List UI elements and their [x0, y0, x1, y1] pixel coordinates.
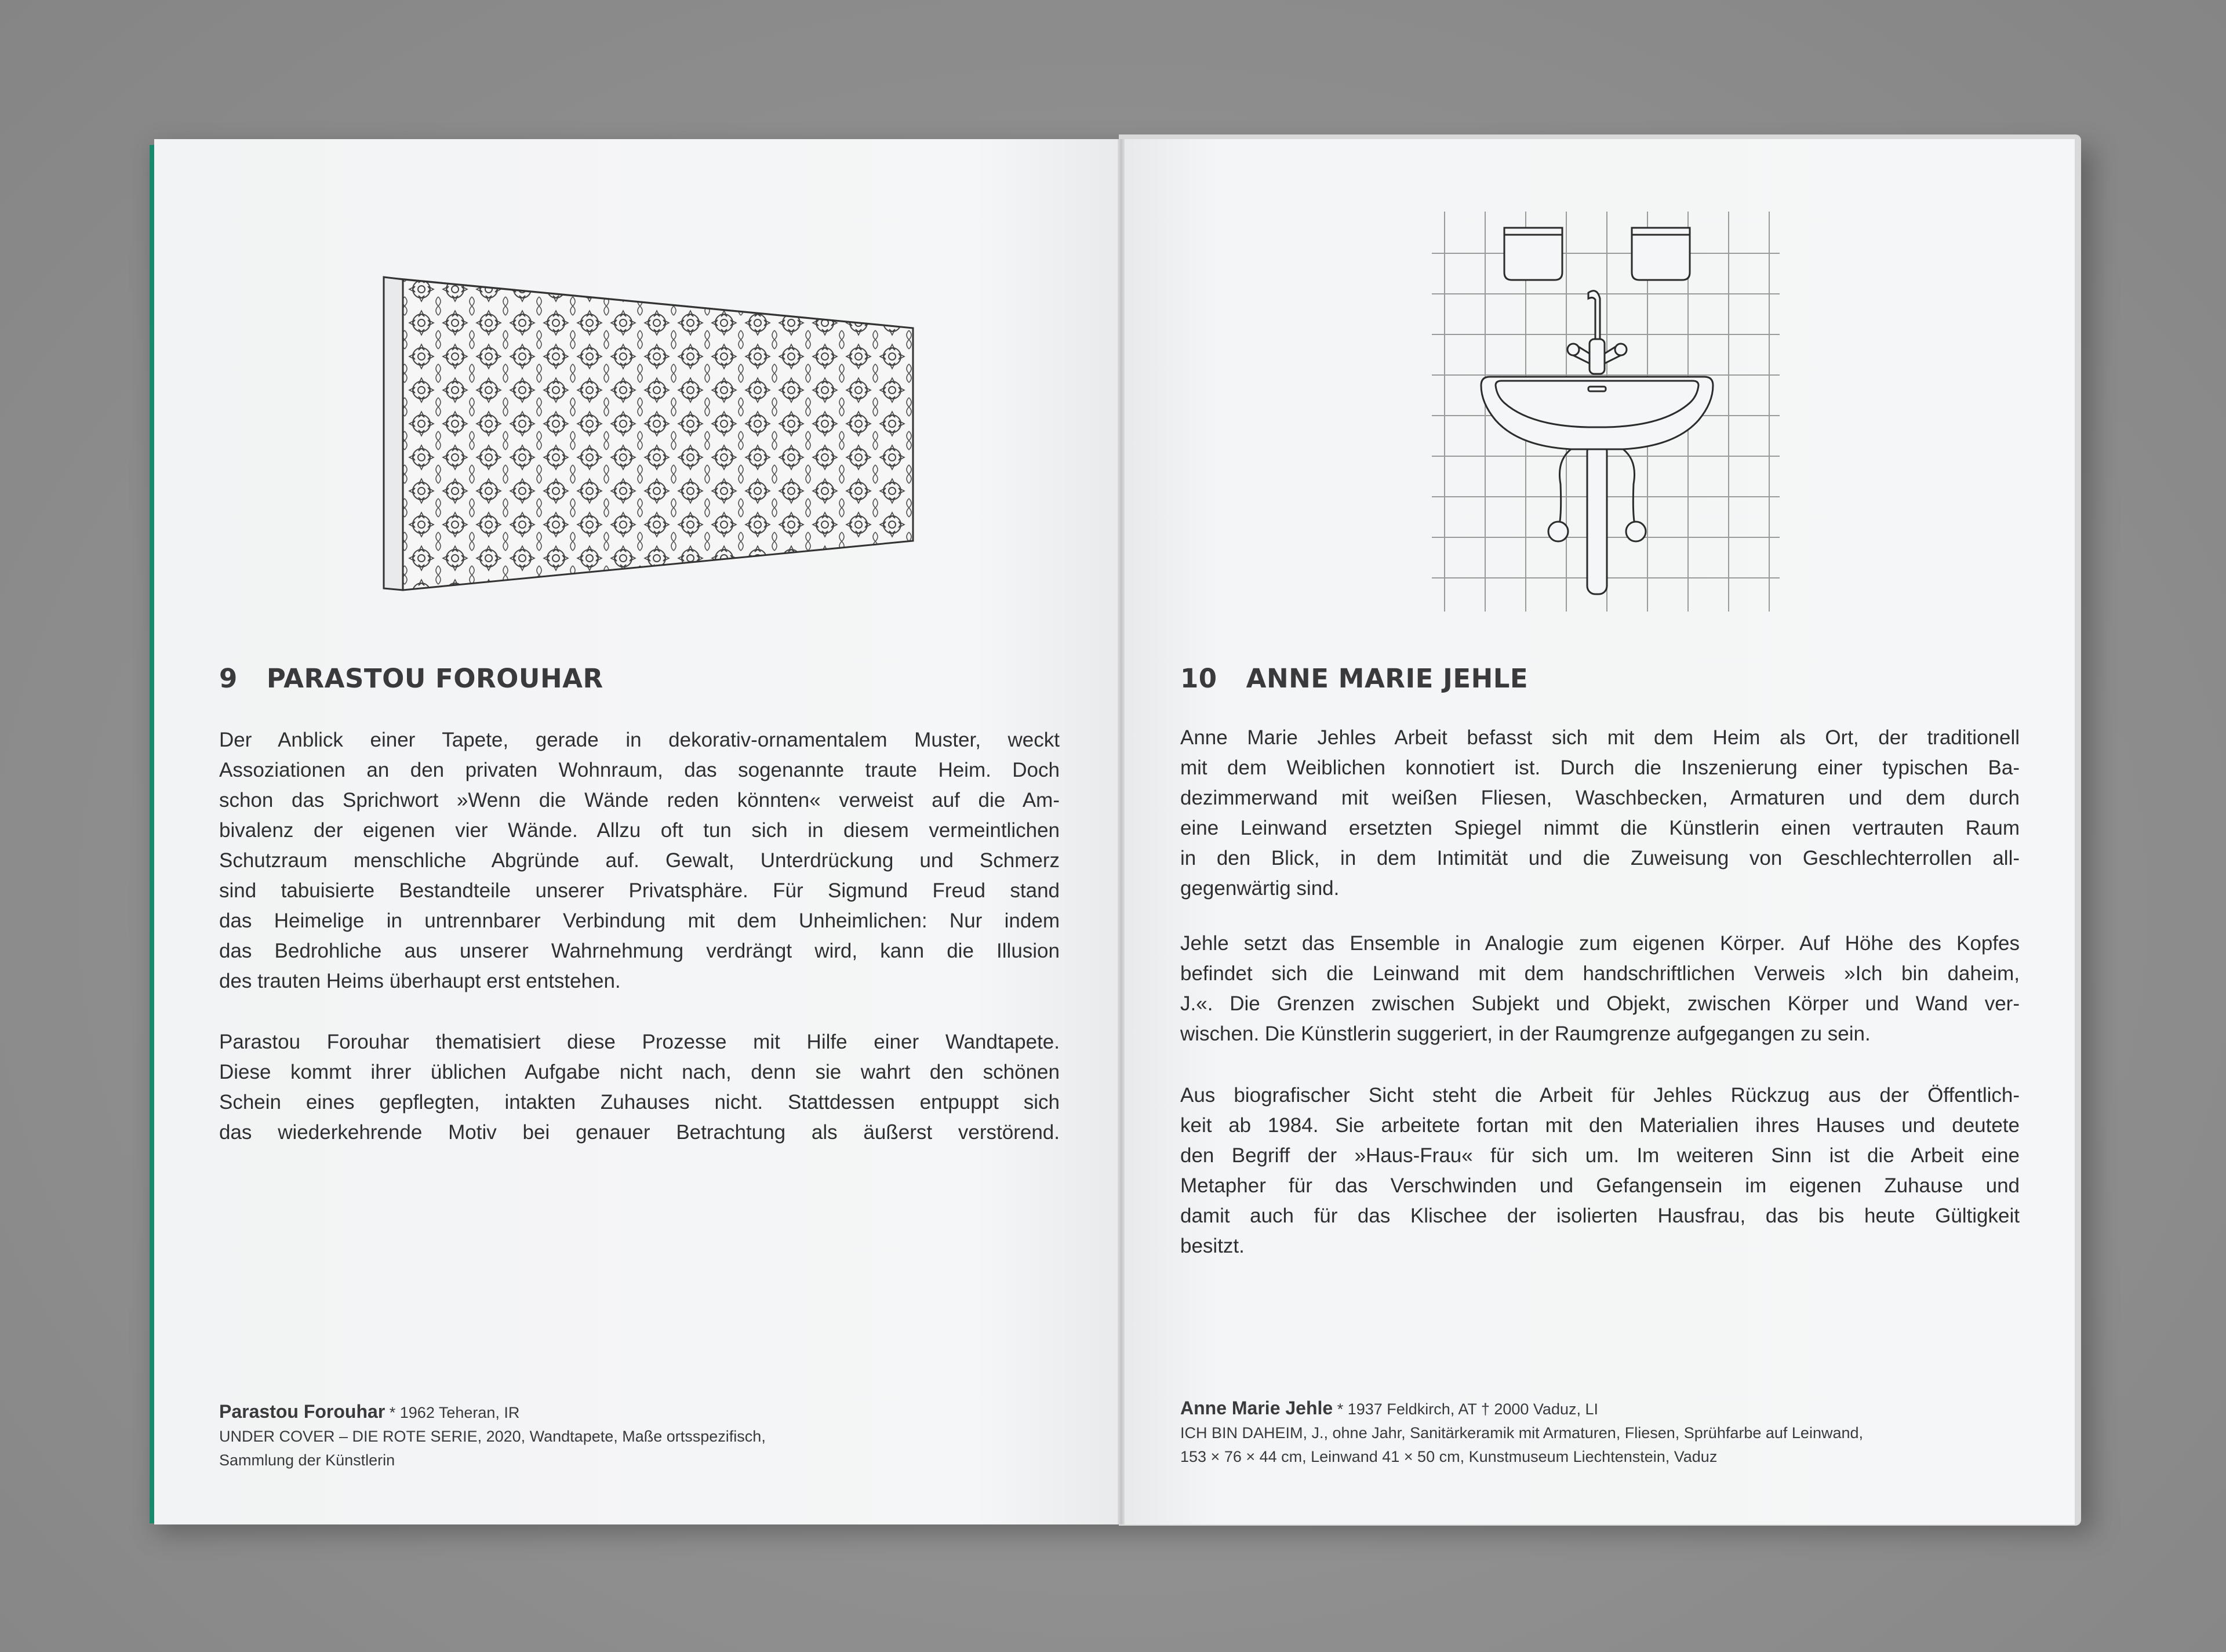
booklet-spine [1118, 139, 1125, 1524]
text-line: in den Blick, in dem Intimität und die Zuweisung von Geschlechterrollen all- [1180, 847, 2020, 869]
text-line: Parastou Forouhar thematisiert diese Prozesse mit Hilfe einer Wandtapete. [219, 1031, 1060, 1053]
wallpaper-illustration [371, 272, 928, 597]
artist-name: ANNE MARIE JEHLE [1246, 663, 1529, 694]
text-line: besitzt. [1180, 1235, 1245, 1257]
right-paragraph-1 [1180, 723, 2020, 904]
text-line: des trauten Heims überhaupt erst entstehen. [219, 970, 621, 992]
caption-line: ICH BIN DAHEIM, J., ohne Jahr, Sanitärkeramik mit Armaturen, Fliesen, Sprühfarbe auf Leinwand, [1180, 1424, 1864, 1442]
caption-line: Sammlung der Künstlerin [219, 1451, 395, 1469]
text-line: eine Leinwand ersetzten Spiegel nimmt die Künstlerin einen vertrauten Raum [1180, 817, 2020, 839]
text-line: Der Anblick einer Tapete, gerade in dekorativ-ornamentalem Muster, weckt [219, 729, 1060, 751]
text-line: Diese kommt ihrer üblichen Aufgabe nicht nach, denn sie wahrt den schönen [219, 1061, 1060, 1083]
text-line: Metapher für das Verschwinden und Gefangensein im eigenen Zuhause und [1180, 1174, 2020, 1197]
text-line: Anne Marie Jehles Arbeit befasst sich mit dem Heim als Ort, der traditionell [1180, 726, 2020, 749]
artist-name: PARASTOU FOROUHAR [266, 663, 603, 694]
washbasin-illustration [1432, 212, 1780, 617]
text-line: sind tabuisierte Bestandteile unserer Privatsphäre. Für Sigmund Freud stand [219, 879, 1060, 902]
text-line: wischen. Die Künstlerin suggeriert, in der Raumgrenze aufgegangen zu sein. [1180, 1023, 1871, 1045]
right-caption [1180, 1396, 1863, 1469]
text-line: Jehle setzt das Ensemble in Analogie zum eigenen Körper. Auf Höhe des Kopfes [1180, 932, 2020, 955]
left-valve [1548, 522, 1568, 541]
right-paragraph-3 [1180, 1080, 2020, 1261]
caption-artist-name: Parastou Forouhar [219, 1401, 385, 1422]
text-line: Assoziationen an den privaten Wohnraum, das sogenannte traute Heim. Doch [219, 759, 1060, 781]
entry-number: 10 [1180, 663, 1217, 694]
caption-line: UNDER COVER – DIE ROTE SERIE, 2020, Wandtapete, Maße ortsspezifisch, [219, 1428, 766, 1445]
text-line: Schein eines gepflegten, intakten Zuhauses nicht. Stattdessen entpuppt sich [219, 1091, 1060, 1114]
left-caption [219, 1400, 766, 1472]
tap [1567, 291, 1627, 374]
text-line: den Begriff der »Haus-Frau« für sich um. Im weiteren Sinn ist die Arbeit eine [1180, 1144, 2020, 1167]
text-line: schon das Sprichwort »Wenn die Wände reden könnten« verweist auf die Am- [219, 789, 1060, 812]
artist-heading-left [219, 663, 603, 694]
text-line: J.«. Die Grenzen zwischen Subjekt und Objekt, zwischen Körper und Wand ver- [1180, 992, 2020, 1015]
right-paragraph-2 [1180, 929, 2020, 1049]
text-line: bivalenz der eigenen vier Wände. Allzu oft tun sich in diesem vermeintlichen [219, 819, 1060, 842]
caption-artist-name: Anne Marie Jehle [1180, 1398, 1333, 1418]
right-valve [1626, 522, 1646, 541]
entry-number: 9 [219, 663, 238, 694]
text-line: mit dem Weiblichen konnotiert ist. Durch die Inszenierung einer typischen Ba- [1180, 756, 2020, 779]
text-line: gegenwärtig sind. [1180, 877, 1340, 900]
caption-line: 153 × 76 × 44 cm, Leinwand 41 × 50 cm, Kunstmuseum Liechtenstein, Vaduz [1180, 1448, 1718, 1465]
text-line: dezimmerwand mit weißen Fliesen, Waschbecken, Armaturen und dem durch [1180, 787, 2020, 809]
text-line: damit auch für das Klischee der isolierten Hausfrau, das bis heute Gültigkeit [1180, 1205, 2020, 1227]
artist-heading-right [1180, 663, 1528, 694]
caption-bio: * 1937 Feldkirch, AT † 2000 Vaduz, LI [1333, 1400, 1598, 1418]
wallpaper-side [384, 277, 403, 590]
text-line: Schutzraum menschliche Abgründe auf. Gewalt, Unterdrückung und Schmerz [219, 849, 1060, 872]
text-line: das wiederkehrende Motiv bei genauer Betrachtung als äußerst verstörend. [219, 1121, 1060, 1144]
left-paragraph-1 [219, 725, 1060, 996]
text-line: Aus biografischer Sicht steht die Arbeit für Jehles Rückzug aus der Öffentlich- [1180, 1084, 2020, 1107]
text-line: befindet sich die Leinwand mit dem handschriftlichen Verweis »Ich bin daheim, [1180, 962, 2020, 985]
caption-bio: * 1962 Teheran, IR [385, 1404, 520, 1421]
text-line: das Bedrohliche aus unserer Wahrnehmung verdrängt wird, kann die Illusion [219, 940, 1060, 962]
drain-pipe [1587, 443, 1607, 594]
left-paragraph-2 [219, 1027, 1060, 1148]
text-line: keit ab 1984. Sie arbeitete fortan mit den Materialien ihres Hauses und deutete [1180, 1114, 2020, 1137]
text-line: das Heimelige in untrennbarer Verbindung mit dem Unheimlichen: Nur indem [219, 909, 1060, 932]
